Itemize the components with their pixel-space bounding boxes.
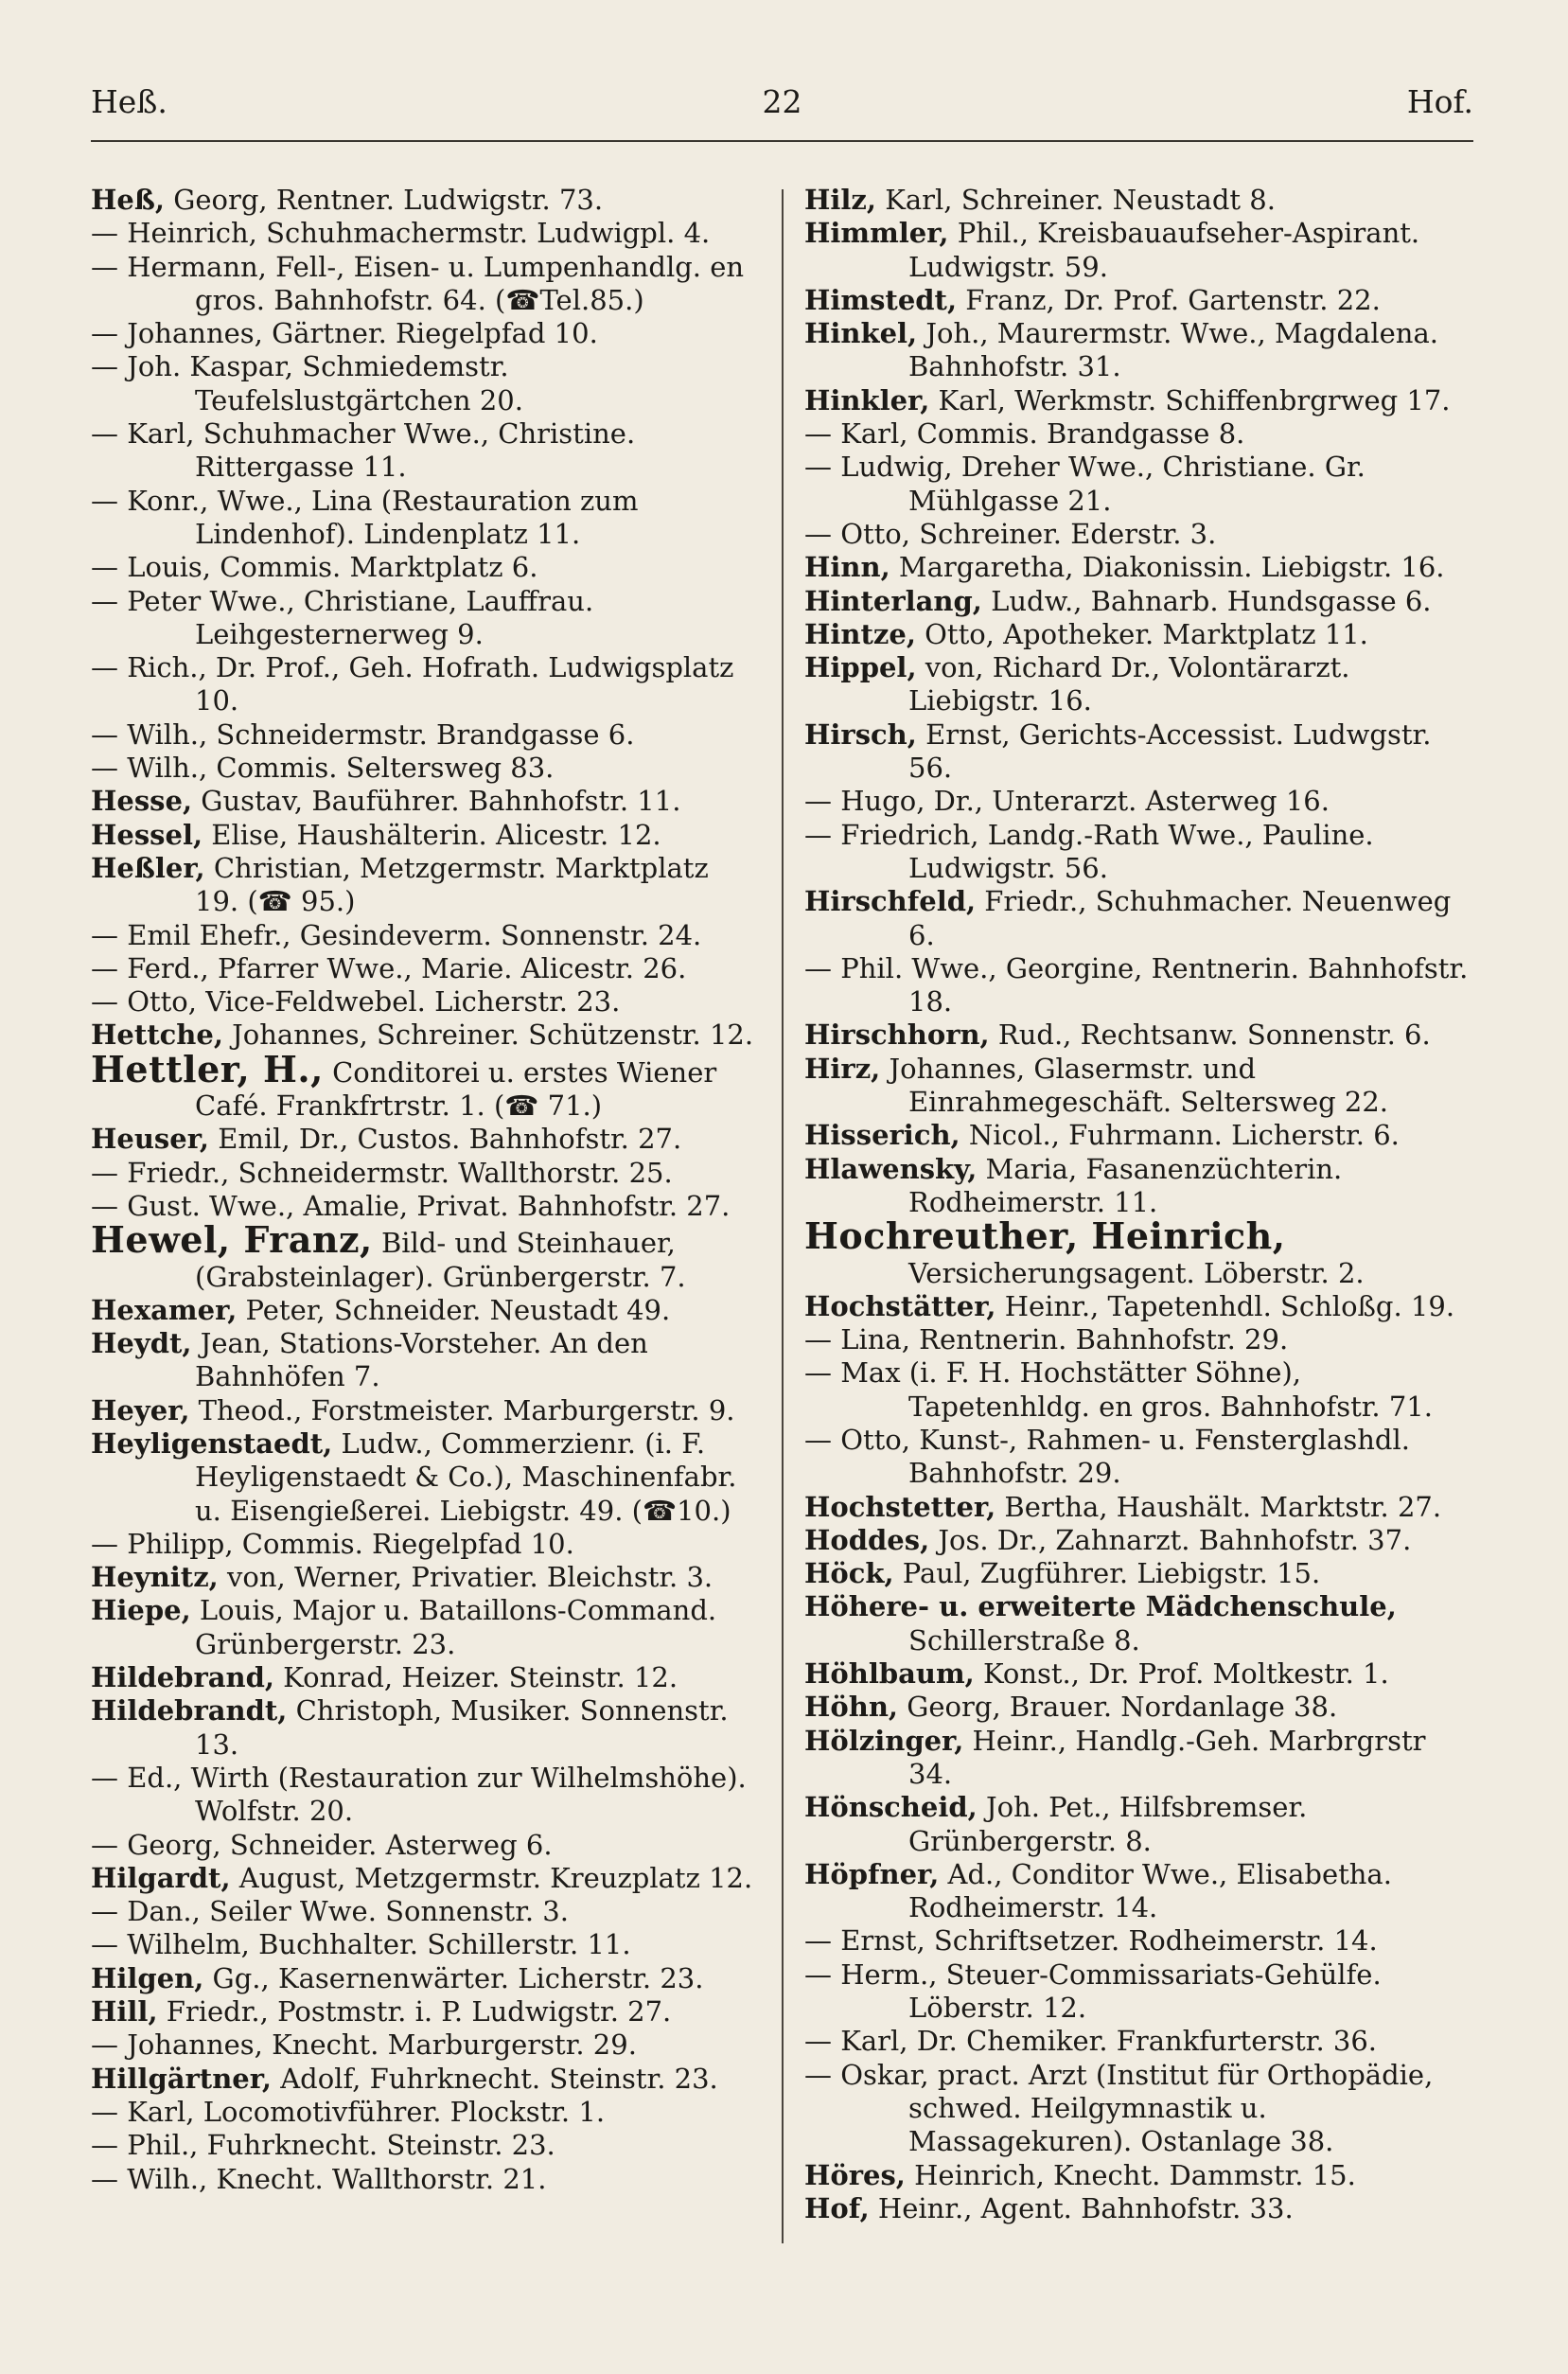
entry-surname: Hinterlang, (804, 584, 982, 617)
entry-surname: Heydt, (91, 1327, 192, 1360)
directory-entry (804, 2059, 1476, 2159)
directory-entry (91, 1528, 755, 1561)
entry-details: Adolf, Fuhrknecht. Steinstr. 23. (272, 2062, 718, 2095)
directory-entry (91, 752, 755, 785)
entry-details: Heinr., Handlg.-Geh. Marbrgrstr 34. (908, 1724, 1426, 1790)
directory-entry (91, 952, 755, 985)
entry-surname: Hettche, (91, 1019, 223, 1052)
directory-entry (91, 1294, 755, 1327)
directory-entry (804, 317, 1476, 384)
entry-surname: Hirz, (804, 1052, 881, 1085)
directory-entry (804, 1725, 1476, 1792)
entry-details: Versicherungsagent. Löberstr. 2. (908, 1256, 1365, 1289)
entry-details: — Rich., Dr. Prof., Geh. Hofrath. Ludwigsplatz 10. (91, 651, 734, 718)
entry-details: — Oskar, pract. Arzt (Institut für Orthopädie, schwed. Heilgymnastik u. Massagekuren). Ostanlage 38. (804, 2058, 1434, 2158)
entry-details: Konrad, Heizer. Steinstr. 12. (273, 1661, 678, 1694)
directory-entry (91, 1995, 755, 2029)
entry-details: Gg., Kasernenwärter. Licherstr. 23. (203, 1961, 704, 1994)
entry-surname: Hinkel, (804, 317, 918, 350)
entry-details: Christian, Metzgermstr. Marktplatz 19. (☎ 95.) (195, 851, 709, 918)
directory-entry (804, 1691, 1476, 1724)
directory-entry (804, 384, 1476, 417)
directory-entry (804, 217, 1476, 284)
entry-details: Peter, Schneider. Neustadt 49. (237, 1293, 671, 1326)
entry-surname: Hexamer, (91, 1293, 238, 1326)
directory-entry (91, 1594, 755, 1661)
entry-details: Konst., Dr. Prof. Moltkestr. 1. (974, 1657, 1389, 1691)
entry-details: Emil, Dr., Custos. Bahnhofstr. 27. (208, 1123, 682, 1156)
entry-surname: Heßler, (91, 851, 205, 884)
entry-details: von, Richard Dr., Volontärarzt. Liebigstr. 16. (908, 651, 1350, 718)
entry-surname: Hlawensky, (804, 1152, 978, 1185)
directory-entry (804, 2159, 1476, 2192)
entry-surname: Hillgärtner, (91, 2062, 272, 2095)
directory-entry (91, 2129, 755, 2162)
directory-entry (91, 2096, 755, 2129)
directory-entry (804, 1958, 1476, 2026)
column-divider (782, 189, 784, 2243)
entry-details: Friedr., Schuhmacher. Neuenweg 6. (908, 885, 1452, 951)
entry-surname: Hildebrandt, (91, 1694, 288, 1727)
entry-surname: Hirschhorn, (804, 1019, 990, 1052)
directory-entry (91, 1862, 755, 1895)
entry-details: — Otto, Schreiner. Ederstr. 3. (804, 517, 1217, 550)
entry-details: Heinr., Tapetenhdl. Schloßg. 19. (995, 1289, 1455, 1322)
entry-details: — Gust. Wwe., Amalie, Privat. Bahnhofstr. 27. (91, 1189, 731, 1222)
entry-details: Karl, Schreiner. Neustadt 8. (876, 184, 1276, 216)
directory-entry (91, 417, 755, 485)
directory-entry (804, 1657, 1476, 1691)
entry-details: Ludw., Commerzienr. (i. F. Heyligenstaedt & Co.), Maschinenfabr. u. Eisengießerei. Liebigstr. 49. (☎10.) (195, 1426, 737, 1527)
directory-entry (91, 1327, 755, 1394)
entry-details: — Max (i. F. H. Hochstätter Söhne), Tapetenhldg. en gros. Bahnhofstr. 71. (804, 1356, 1433, 1423)
directory-entry (91, 651, 755, 718)
directory-entry (91, 819, 755, 852)
entry-details: Theod., Forstmeister. Marburgerstr. 9. (189, 1393, 735, 1426)
directory-entry (804, 1019, 1476, 1052)
directory-entry (804, 451, 1476, 518)
directory-entry (804, 2025, 1476, 2058)
entry-details: August, Metzgermstr. Kreuzplatz 12. (230, 1861, 753, 1894)
directory-entry (804, 417, 1476, 451)
directory-entry (804, 551, 1476, 584)
entry-surname: Hinkler, (804, 383, 930, 416)
directory-entry (804, 718, 1476, 786)
directory-entry (91, 1157, 755, 1190)
entry-details: Conditorei u. erstes Wiener Café. Frankfrtrstr. 1. (☎ 71.) (195, 1055, 717, 1123)
entry-details: — Philipp, Commis. Riegelpfad 10. (91, 1527, 574, 1560)
directory-entry (91, 1047, 755, 1124)
entry-details: Ernst, Gerichts-Accessist. Ludwgstr. 56. (908, 718, 1432, 785)
entry-details: — Georg, Schneider. Asterweg 6. (91, 1828, 553, 1861)
directory-entry (91, 551, 755, 584)
directory-entry (804, 1214, 1476, 1290)
entry-surname: Heynitz, (91, 1561, 219, 1594)
entry-details: — Heinrich, Schuhmachermstr. Ludwigpl. 4. (91, 217, 711, 250)
entry-surname: Hettler, H., (91, 1047, 324, 1090)
entry-surname: Hisserich, (804, 1119, 960, 1152)
directory-entry (804, 1924, 1476, 1958)
entry-details: Ludw., Bahnarb. Hundsgasse 6. (981, 584, 1432, 617)
entry-details: Louis, Major u. Bataillons-Command. Grünbergerstr. 23. (190, 1594, 717, 1660)
directory-entry (804, 1053, 1476, 1120)
entry-details: — Ernst, Schriftsetzer. Rodheimerstr. 14. (804, 1924, 1378, 1958)
directory-entry (91, 1123, 755, 1156)
directory-entry (91, 1962, 755, 1995)
entry-details: Karl, Werkmstr. Schiffenbrgrweg 17. (929, 383, 1451, 416)
directory-entry (91, 1561, 755, 1594)
entry-surname: Höck, (804, 1557, 894, 1590)
directory-entry (804, 1323, 1476, 1356)
entry-details: — Otto, Kunst-, Rahmen- u. Fensterglashdl. Bahnhofstr. 29. (804, 1423, 1410, 1490)
directory-entry (91, 2063, 755, 2096)
entry-surname: Hirsch, (804, 718, 917, 751)
entry-details: — Emil Ehefr., Gesindeverm. Sonnenstr. 24. (91, 918, 702, 951)
page-header (91, 83, 1473, 140)
entry-details: — Karl, Commis. Brandgasse 8. (804, 417, 1245, 451)
directory-entry (91, 2163, 755, 2196)
entry-surname: Hirschfeld, (804, 885, 977, 918)
entry-details: — Hermann, Fell-, Eisen- u. Lumpenhandlg. en gros. Bahnhofstr. 64. (☎Tel.85.) (91, 250, 745, 316)
entry-details: — Johannes, Gärtner. Riegelpfad 10. (91, 317, 598, 350)
directory-entry (91, 985, 755, 1019)
entry-details: Johannes, Schreiner. Schützenstr. 12. (222, 1019, 754, 1052)
entry-details: Christoph, Musiker. Sonnenstr. 13. (195, 1694, 729, 1761)
entry-details: — Wilh., Knecht. Wallthorstr. 21. (91, 2162, 547, 2195)
directory-entry (91, 184, 755, 217)
directory-entry (804, 1791, 1476, 1858)
entry-details: Jos. Dr., Zahnarzt. Bahnhofstr. 37. (929, 1523, 1412, 1556)
entry-details: — Friedr., Schneidermstr. Wallthorstr. 25. (91, 1156, 673, 1189)
entry-details: Elise, Haushälterin. Alicestr. 12. (203, 818, 661, 851)
directory-entry (91, 1762, 755, 1829)
entry-details: Maria, Fasanenzüchterin. Rodheimerstr. 11. (908, 1152, 1343, 1218)
directory-entry (91, 1661, 755, 1694)
entry-surname: Himstedt, (804, 283, 958, 316)
entry-surname: Hildebrand, (91, 1661, 274, 1694)
entry-details: — Friedrich, Landg.-Rath Wwe., Pauline. Ludwigstr. 56. (804, 818, 1374, 884)
directory-entry (804, 1557, 1476, 1590)
directory-entry (804, 284, 1476, 317)
directory-entry (804, 518, 1476, 551)
entry-details: Johannes, Glasermstr. und Einrahmegeschäft. Seltersweg 22. (880, 1052, 1389, 1119)
entry-details: Schillerstraße 8. (908, 1623, 1140, 1656)
directory-entry (804, 952, 1476, 1019)
directory-entry (91, 251, 755, 318)
entry-details: — Ed., Wirth (Restauration zur Wilhelmshöhe). Wolfstr. 20. (91, 1761, 747, 1828)
entry-surname: Hewel, Franz, (91, 1218, 373, 1262)
entry-surname: Hippel, (804, 651, 917, 684)
directory-entry (91, 1928, 755, 1961)
entry-surname: Himmler, (804, 217, 949, 250)
entry-details: Margaretha, Diakonissin. Liebigstr. 16. (890, 551, 1445, 584)
directory-entry (804, 1424, 1476, 1491)
directory-entry (804, 184, 1476, 217)
right-column (804, 184, 1476, 2225)
directory-entry (91, 317, 755, 350)
entry-details: Paul, Zugführer. Liebigstr. 15. (893, 1557, 1321, 1590)
entry-details: — Karl, Dr. Chemiker. Frankfurterstr. 36. (804, 2025, 1378, 2058)
entry-surname: Höhn, (804, 1691, 899, 1724)
directory-entry (804, 585, 1476, 618)
entry-details: Jean, Stations-Vorsteher. An den Bahnhöfen 7. (191, 1327, 648, 1393)
entry-details: Franz, Dr. Prof. Gartenstr. 22. (957, 283, 1381, 316)
entry-surname: Hölzinger, (804, 1724, 964, 1757)
entry-surname: Hochstätter, (804, 1289, 996, 1322)
entry-details: — Wilh., Schneidermstr. Brandgasse 6. (91, 718, 635, 751)
entry-details: Joh., Maurermstr. Wwe., Magdalena. Bahnhofstr. 31. (908, 317, 1438, 383)
header-rule (91, 140, 1473, 142)
entry-surname: Höres, (804, 2158, 906, 2191)
directory-entry (91, 1829, 755, 1862)
entry-details: — Wilh., Commis. Seltersweg 83. (91, 752, 555, 785)
directory-entry (804, 651, 1476, 718)
directory-entry (91, 585, 755, 652)
entry-surname: Höhlbaum, (804, 1657, 975, 1691)
entry-details: Heinr., Agent. Bahnhofstr. 33. (869, 2191, 1294, 2224)
directory-entry (91, 1218, 755, 1294)
directory-entry (804, 1119, 1476, 1152)
entry-details: — Phil. Wwe., Georgine, Rentnerin. Bahnhofstr. 18. (804, 951, 1469, 1019)
directory-entry (804, 1356, 1476, 1424)
entry-surname: Hoddes, (804, 1523, 930, 1556)
entry-details: Heinrich, Knecht. Dammstr. 15. (905, 2158, 1356, 2191)
running-head-left: Heß. (91, 83, 167, 120)
entry-surname: Hof, (804, 2191, 870, 2224)
entry-surname: Höpfner, (804, 1857, 940, 1890)
entry-details: — Lina, Rentnerin. Bahnhofstr. 29. (804, 1323, 1289, 1356)
entry-details: von, Werner, Privatier. Bleichstr. 3. (218, 1561, 714, 1594)
entry-details: — Otto, Vice-Feldwebel. Licherstr. 23. (91, 985, 621, 1019)
directory-entry (804, 819, 1476, 886)
entry-surname: Hochstetter, (804, 1490, 996, 1523)
directory-entry (91, 1394, 755, 1427)
entry-surname: Hochreuther, Heinrich, (804, 1214, 1286, 1258)
directory-entry (91, 485, 755, 552)
entry-surname: Hilgen, (91, 1961, 204, 1994)
directory-entry (91, 785, 755, 818)
entry-details: — Dan., Seiler Wwe. Sonnenstr. 3. (91, 1895, 569, 1928)
directory-entry (804, 618, 1476, 651)
directory-entry (91, 1895, 755, 1928)
directory-entry (91, 919, 755, 952)
entry-surname: Heuser, (91, 1123, 209, 1156)
entry-details: Georg, Rentner. Ludwigstr. 73. (164, 184, 604, 216)
entry-details: Otto, Apotheker. Marktplatz 11. (915, 617, 1368, 650)
directory-entry (91, 217, 755, 250)
left-column (91, 184, 755, 2196)
entry-details: — Louis, Commis. Marktplatz 6. (91, 551, 538, 584)
entry-details: — Johannes, Knecht. Marburgerstr. 29. (91, 2029, 637, 2062)
entry-details: — Joh. Kaspar, Schmiedemstr. Teufelslustgärtchen 20. (91, 350, 523, 416)
directory-entry (91, 718, 755, 752)
entry-details: — Peter Wwe., Christiane, Lauffrau. Leihgesternerweg 9. (91, 584, 594, 650)
directory-entry (804, 1290, 1476, 1323)
entry-surname: Hesse, (91, 785, 193, 818)
directory-entry (804, 785, 1476, 818)
entry-details: Ad., Conditor Wwe., Elisabetha. Rodheimerstr. 14. (908, 1857, 1392, 1924)
entry-details: Bertha, Haushält. Marktstr. 27. (995, 1490, 1442, 1523)
entry-details: Bild- und Steinhauer, (Grabsteinlager). Grünbergerstr. 7. (195, 1227, 686, 1293)
entry-details: — Phil., Fuhrknecht. Steinstr. 23. (91, 2129, 555, 2162)
entry-details: — Karl, Schuhmacher Wwe., Christine. Rittergasse 11. (91, 417, 636, 484)
entry-details: Nicol., Fuhrmann. Licherstr. 6. (960, 1119, 1400, 1152)
directory-entry (804, 1491, 1476, 1524)
entry-surname: Hessel, (91, 818, 203, 851)
entry-details: — Konr., Wwe., Lina (Restauration zum Lindenhof). Lindenplatz 11. (91, 484, 639, 550)
entry-details: — Ferd., Pfarrer Wwe., Marie. Alicestr. 26. (91, 951, 687, 984)
entry-surname: Heß, (91, 184, 165, 216)
directory-entry (804, 1858, 1476, 1925)
entry-details: Friedr., Postmstr. i. P. Ludwigstr. 27. (157, 1995, 672, 2029)
entry-details: — Hugo, Dr., Unterarzt. Asterweg 16. (804, 785, 1330, 818)
directory-entry (804, 2192, 1476, 2225)
entry-surname: Hilgardt, (91, 1861, 231, 1894)
entry-surname: Hintze, (804, 617, 916, 650)
entry-details: — Karl, Locomotivführer. Plockstr. 1. (91, 2095, 606, 2128)
entry-details: Gustav, Bauführer. Bahnhofstr. 11. (192, 785, 681, 818)
entry-details: Phil., Kreisbauaufseher-Aspirant. Ludwigstr. 59. (908, 217, 1420, 283)
entry-surname: Hilz, (804, 184, 876, 216)
directory-entry (91, 350, 755, 417)
entry-surname: Hinn, (804, 551, 890, 584)
entry-details: — Wilhelm, Buchhalter. Schillerstr. 11. (91, 1928, 631, 1961)
directory-entry (804, 1590, 1476, 1657)
directory-entry (91, 1427, 755, 1528)
entry-surname: Heyligenstaedt, (91, 1426, 333, 1460)
entry-details: Rud., Rechtsanw. Sonnenstr. 6. (989, 1019, 1431, 1052)
entry-surname: Hill, (91, 1995, 158, 2029)
entry-details: — Herm., Steuer-Commissariats-Gehülfe. Löberstr. 12. (804, 1958, 1382, 2025)
directory-entry (91, 1694, 755, 1762)
directory-entry (804, 1524, 1476, 1557)
entry-details: — Ludwig, Dreher Wwe., Christiane. Gr. Mühlgasse 21. (804, 451, 1365, 517)
running-head-right: Hof. (1406, 83, 1473, 120)
directory-entry (804, 885, 1476, 952)
entry-surname: Heyer, (91, 1393, 190, 1426)
entry-details: Joh. Pet., Hilfsbremser. Grünbergerstr. 8. (908, 1791, 1308, 1857)
directory-entry (804, 1153, 1476, 1220)
entry-details: Georg, Brauer. Nordanlage 38. (898, 1691, 1338, 1724)
page-number: 22 (762, 83, 802, 120)
entry-surname: Höhere- u. erweiterte Mädchenschule, (804, 1590, 1397, 1623)
entry-surname: Hönscheid, (804, 1791, 978, 1824)
entry-surname: Hiepe, (91, 1594, 191, 1627)
directory-entry (91, 852, 755, 919)
directory-entry (91, 2029, 755, 2062)
